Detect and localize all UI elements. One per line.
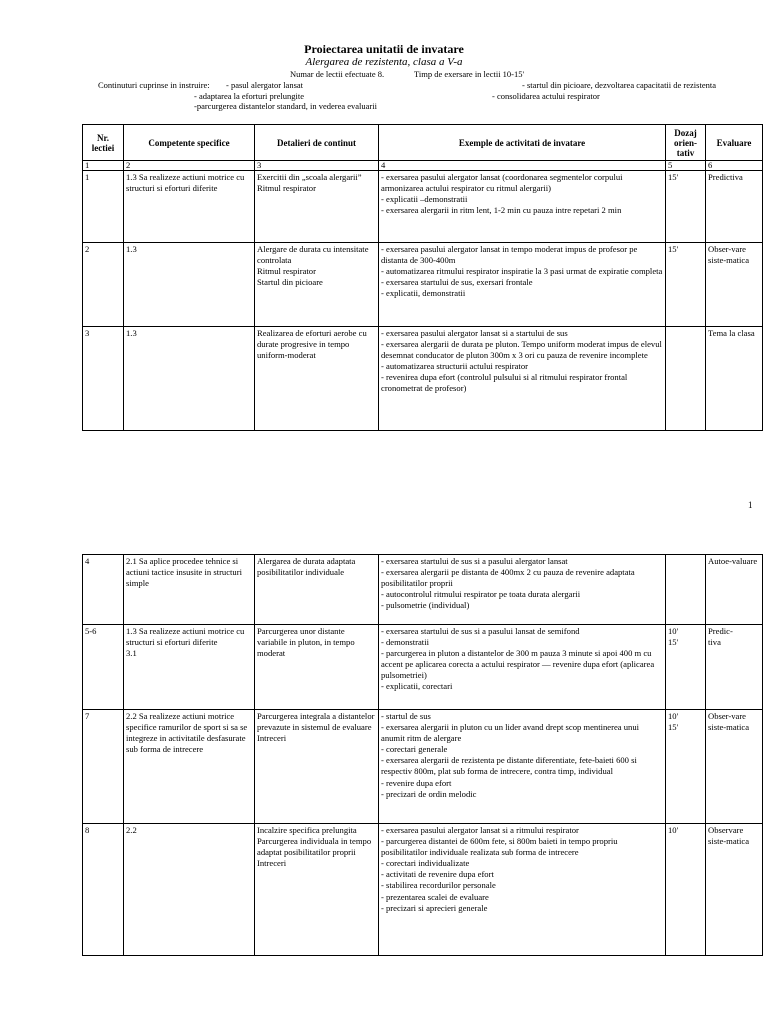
evaluare-cell [706, 171, 763, 243]
cell-line: Alergare de durata cu intensitate controlata [257, 244, 369, 266]
cell-line: Startul din picioare [257, 277, 323, 288]
cell-line: Parcurgerea unor distante variabile in pluton, in tempo moderat [257, 626, 355, 659]
cell-line: 1.3 [126, 244, 137, 254]
cell-line: tiva [708, 637, 721, 648]
cell-line: - autocontrolul ritmului respirator pe toata durata alergarii [381, 589, 581, 600]
activitati-cell [379, 327, 666, 431]
cell-line: 10' [668, 825, 679, 835]
column-number: 1 [83, 161, 124, 171]
cell-line: - stabilirea recordurilor personale [381, 880, 496, 891]
cell-line: - startul de sus [381, 711, 431, 721]
column-number-row [83, 161, 763, 171]
lessons-info: Numar de lectii efectuate 8. [290, 69, 385, 79]
activitati-cell [379, 710, 666, 824]
dozaj-cell [666, 243, 706, 327]
competente-cell [124, 243, 255, 327]
evaluare-cell [706, 327, 763, 431]
lesson-number: 2 [83, 243, 124, 327]
content-item: -parcurgerea distantelor standard, in vederea evaluarii [194, 101, 377, 111]
cell-line: Incalzire specifica prelungita Parcurgerea individuala in tempo adaptat posibilitatilor proprii [257, 825, 372, 858]
cell-line: - exersarea startului de sus si a pasului lansat de semifond [381, 626, 580, 636]
cell-line: - prezentarea scalei de evaluare [381, 891, 489, 902]
cell-line: - parcurgerea in pluton a distantelor de 300 m pauza 3 minute si apoi 400 m cu accent pe aplicarea corecta a actului respirator — revenire dupa efort (aplicarea pulsometriei) [381, 648, 655, 681]
cell-line: - exersarea pasului alergator lansat si a startului de sus [381, 328, 568, 338]
detalieri-cell [255, 171, 379, 243]
column-header-dozaj: Dozaj orien-tativ [666, 125, 706, 161]
table-row [83, 555, 763, 625]
cell-line: - exersarea alergarii de durata pe pluton. Tempo uniform moderat impus de elevul desemnat conducator de pluton 300m x 3 ori cu pauza de revenire incomplete [381, 339, 662, 361]
table-row [83, 243, 763, 327]
cell-line: Obser-vare siste-matica [708, 711, 750, 733]
cell-line: Alergarea de durata adaptata posibilitatilor individuale [257, 556, 356, 578]
table-row [83, 625, 763, 710]
cell-line: Ritmul respirator [257, 266, 316, 277]
activitati-cell [379, 824, 666, 956]
cell-line: Intreceri [257, 858, 287, 869]
cell-line: 2.1 Sa aplice procedee tehnice si actiuni tactice insusite in structuri simple [126, 556, 242, 589]
cell-line: - exersarea pasului alergator lansat si a ritmului respirator [381, 825, 579, 835]
lesson-plan-table-page1 [82, 124, 763, 431]
detalieri-cell [255, 243, 379, 327]
column-number: 6 [706, 161, 763, 171]
cell-line: - exersarea startului de sus si a pasului alergator lansat [381, 556, 568, 566]
evaluare-cell [706, 555, 763, 625]
cell-line: 1.3 [126, 328, 137, 338]
cell-line: - revenire dupa efort [381, 777, 452, 788]
content-intro: Continuturi cuprinse in instruire: [98, 80, 210, 90]
cell-line: 15' [668, 244, 679, 254]
column-header-detalieri: Detalieri de continut [255, 125, 379, 161]
competente-cell [124, 171, 255, 243]
content-item: - consolidarea actului respirator [492, 91, 600, 101]
column-header-nr: Nr. lectiei [83, 125, 124, 161]
cell-line: - corectari generale [381, 744, 448, 755]
column-header-competente: Competente specifice [124, 125, 255, 161]
cell-line: - automatizarea structurii actului respirator [381, 361, 528, 372]
column-number: 3 [255, 161, 379, 171]
cell-line: 3.1 [126, 648, 137, 659]
detalieri-cell [255, 555, 379, 625]
content-item: - pasul alergator lansat [226, 80, 304, 90]
lesson-number: 8 [83, 824, 124, 956]
table-row [83, 824, 763, 956]
detalieri-cell [255, 625, 379, 710]
column-number: 2 [124, 161, 255, 171]
column-header-evaluare: Evaluare [706, 125, 763, 161]
cell-line: Parcurgerea integrala a distantelor prevazute in sistemul de evaluare [257, 711, 375, 733]
cell-line: 2.2 [126, 825, 137, 835]
cell-line: Tema la clasa [708, 328, 755, 338]
cell-line: 15' [668, 172, 679, 182]
activitati-cell [379, 625, 666, 710]
competente-cell [124, 710, 255, 824]
detalieri-cell [255, 710, 379, 824]
competente-cell [124, 327, 255, 431]
dozaj-cell [666, 625, 706, 710]
page-number: 1 [748, 500, 753, 510]
cell-line: - automatizarea ritmului respirator inspiratie la 3 pasi urmat de expiratie completa [381, 266, 663, 277]
cell-line: - precizari si aprecieri generale [381, 902, 488, 913]
cell-line: Predictiva [708, 172, 743, 182]
cell-line: Autoe-valuare [708, 556, 758, 566]
cell-line: - explicatii, corectari [381, 681, 453, 692]
cell-line: - pulsometrie (individual) [381, 600, 470, 611]
competente-cell [124, 824, 255, 956]
cell-line: 10' [668, 711, 679, 721]
evaluare-cell [706, 243, 763, 327]
time-info: Timp de exersare in lectii 10-15' [414, 69, 525, 79]
lesson-number: 1 [83, 171, 124, 243]
column-number: 4 [379, 161, 666, 171]
cell-line: Observare siste-matica [708, 825, 750, 847]
cell-line: Realizarea de eforturi aerobe cu durate progresive in tempo uniform-moderat [257, 328, 367, 361]
lesson-number: 7 [83, 710, 124, 824]
document-title: Proiectarea unitatii de invatare [304, 42, 464, 56]
dozaj-cell [666, 710, 706, 824]
competente-cell [124, 625, 255, 710]
lesson-number: 4 [83, 555, 124, 625]
cell-line: - exersarea pasului alergator lansat in tempo moderat impus de profesor pe distanta de 300-400m [381, 244, 638, 266]
dozaj-cell [666, 327, 706, 431]
cell-line: - exersarea alergarii in pluton cu un lider avand drept scop mentinerea unui anumit ritm de alergare [381, 722, 640, 744]
document-subtitle: Alergarea de rezistenta, clasa a V-a [305, 56, 463, 68]
lesson-number: 3 [83, 327, 124, 431]
content-item: - startul din picioare, dezvoltarea capacitatii de rezistenta [522, 80, 716, 90]
detalieri-cell [255, 327, 379, 431]
table-row [83, 710, 763, 824]
cell-line: - exersarea startului de sus, exersari frontale [381, 277, 533, 288]
cell-line: - parcurgerea distantei de 600m fete, si 800m baieti in tempo propriu posibilitatilor individuale realizata sub forma de intrecere [381, 836, 618, 858]
cell-line: Predic- [708, 626, 733, 636]
evaluare-cell [706, 625, 763, 710]
cell-line: - exersarea alergarii de rezistenta pe distante diferentiate, fete-baieti 600 si respectiv 800m, plat sub forma de intrecere, contra timp, individual [381, 755, 637, 777]
cell-line: - activitati de revenire dupa efort [381, 869, 494, 880]
table-row [83, 171, 763, 243]
evaluare-cell [706, 824, 763, 956]
cell-line: - explicatii, demonstratii [381, 288, 466, 299]
cell-line: 2.2 Sa realizeze actiuni motrice specifice ramurilor de sport si sa se integreze in activitatile desfasurate sub forma de intrecere [126, 711, 248, 755]
cell-line: Obser-vare siste-matica [708, 244, 750, 266]
table-row [83, 327, 763, 431]
cell-line: Intreceri [257, 733, 287, 744]
cell-line: - explicatii –demonstratii [381, 194, 468, 205]
cell-line: - exersarea alergarii in ritm lent, 1-2 min cu pauza intre repetari 2 min [381, 205, 622, 216]
competente-cell [124, 555, 255, 625]
cell-line: 1.3 Sa realizeze actiuni motrice cu structuri si eforturi diferite [126, 626, 245, 648]
content-item: - adaptarea la eforturi prelungite [194, 91, 304, 101]
cell-line: Ritmul respirator [257, 183, 316, 194]
dozaj-cell [666, 555, 706, 625]
activitati-cell [379, 243, 666, 327]
dozaj-cell [666, 171, 706, 243]
lesson-plan-table-page2 [82, 554, 763, 956]
cell-line: 15' [668, 722, 679, 733]
cell-line: Exercitii din „scoala alergarii” [257, 172, 362, 182]
cell-line: - revenirea dupa efort (controlul pulsului si al ritmului respirator frontal cronometrat de profesor) [381, 372, 628, 394]
dozaj-cell [666, 824, 706, 956]
activitati-cell [379, 171, 666, 243]
cell-line: - exersarea alergarii pe distanta de 400mx 2 cu pauza de revenire adaptata posibilitatilor proprii [381, 567, 635, 589]
evaluare-cell [706, 710, 763, 824]
detalieri-cell [255, 824, 379, 956]
column-number: 5 [666, 161, 706, 171]
activitati-cell [379, 555, 666, 625]
cell-line: - demonstratii [381, 637, 429, 648]
column-header-activitati: Exemple de activitati de invatare [379, 125, 666, 161]
cell-line: 15' [668, 637, 679, 648]
cell-line: - exersarea pasului alergator lansat (coordonarea segmentelor corpului armonizarea actului respirator cu ritmul alergarii) [381, 172, 623, 194]
cell-line: - corectari individualizate [381, 858, 470, 869]
cell-line: 1.3 Sa realizeze actiuni motrice cu structuri si eforturi diferite [126, 172, 245, 194]
cell-line: - precizari de ordin melodic [381, 788, 477, 799]
cell-line: 10' [668, 626, 679, 636]
lesson-number: 5-6 [83, 625, 124, 710]
